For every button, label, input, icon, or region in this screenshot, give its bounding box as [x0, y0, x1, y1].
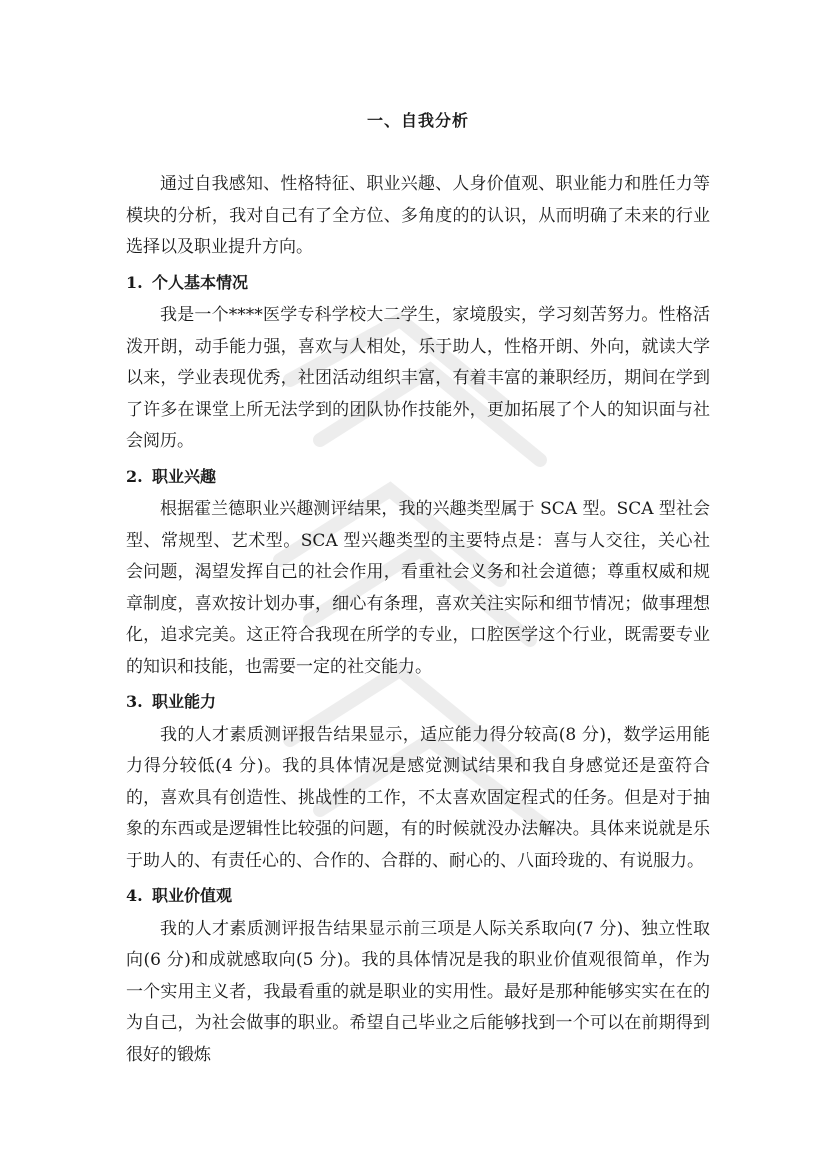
section-body: 我是一个****医学专科学校大二学生，家境殷实，学习刻苦努力。性格活泼开朗，动手能力强，喜欢与人相处，乐于助人，性格开朗、外向，就读大学以来，学业表现优秀，社团活动组织丰富，有着丰富的兼职经历，期间在学到了许多在课堂上所无法学到的团队协作技能外，更加拓展了个人的知识面与社会阅历。: [126, 305, 710, 451]
section-number: 2.: [126, 466, 143, 486]
section-heading: [126, 686, 710, 718]
section-title: 个人基本情况: [152, 272, 249, 292]
document-content: [126, 108, 710, 1071]
document-title: 一、自我分析: [366, 111, 469, 130]
section-body: 我的人才素质测评报告结果显示，适应能力得分较高(8 分)，数学运用能力得分较低(4 分)。我的具体情况是感觉测试结果和我自身感觉还是蛮符合的，喜欢具有创造性、挑战性的工作，不太喜欢固定程式的任务。但是对于抽象的东西或是逻辑性比较强的问题，有的时候就没办法解决。具体来说就是乐于助人的、有责任心的、合作的、合群的、耐心的、八面玲珑的、有说服力。: [126, 724, 710, 871]
section-heading: [126, 267, 710, 299]
section-title: 职业价值观: [152, 886, 233, 905]
section-body: 根据霍兰德职业兴趣测评结果，我的兴趣类型属于 SCA 型。SCA 型社会型、常规型、艺术型。SCA 型兴趣类型的主要特点是：喜与人交往，关心社会问题，渴望发挥自己的社会作用，看重社会义务和社会道德；尊重权威和规章制度，喜欢按计划办事，细心有条理，喜欢关注实际和细节情况；做事理想化，追求完美。这正符合我现在所学的专业，口腔医学这个行业，既需要专业的知识和技能，也需要一定的社交能力。: [126, 499, 710, 677]
section-title: 职业兴趣: [152, 466, 217, 486]
intro-paragraph: 通过自我感知、性格特征、职业兴趣、人身价值观、职业能力和胜任力等模块的分析，我对自己有了全方位、多角度的的认识，从而明确了未来的行业选择以及职业提升方向。: [126, 174, 710, 257]
section-body: 我的人才素质测评报告结果显示前三项是人际关系取向(7 分)、独立性取向(6 分)和成就感取向(5 分)。我的具体情况是我的职业价值观很简单，作为一个实用主义者，我最看重的就是职业的实用性。最好是那种能够实实在在的为自己，为社会做事的职业。希望自己毕业之后能够找到一个可以在前期得到很好的锻炼: [126, 918, 710, 1065]
section-heading: [126, 461, 710, 493]
section-heading: [126, 880, 710, 912]
section-number: 3.: [126, 692, 143, 711]
section-number: 1.: [126, 272, 143, 292]
section-title: 职业能力: [152, 692, 217, 711]
section-number: 4.: [126, 886, 143, 905]
